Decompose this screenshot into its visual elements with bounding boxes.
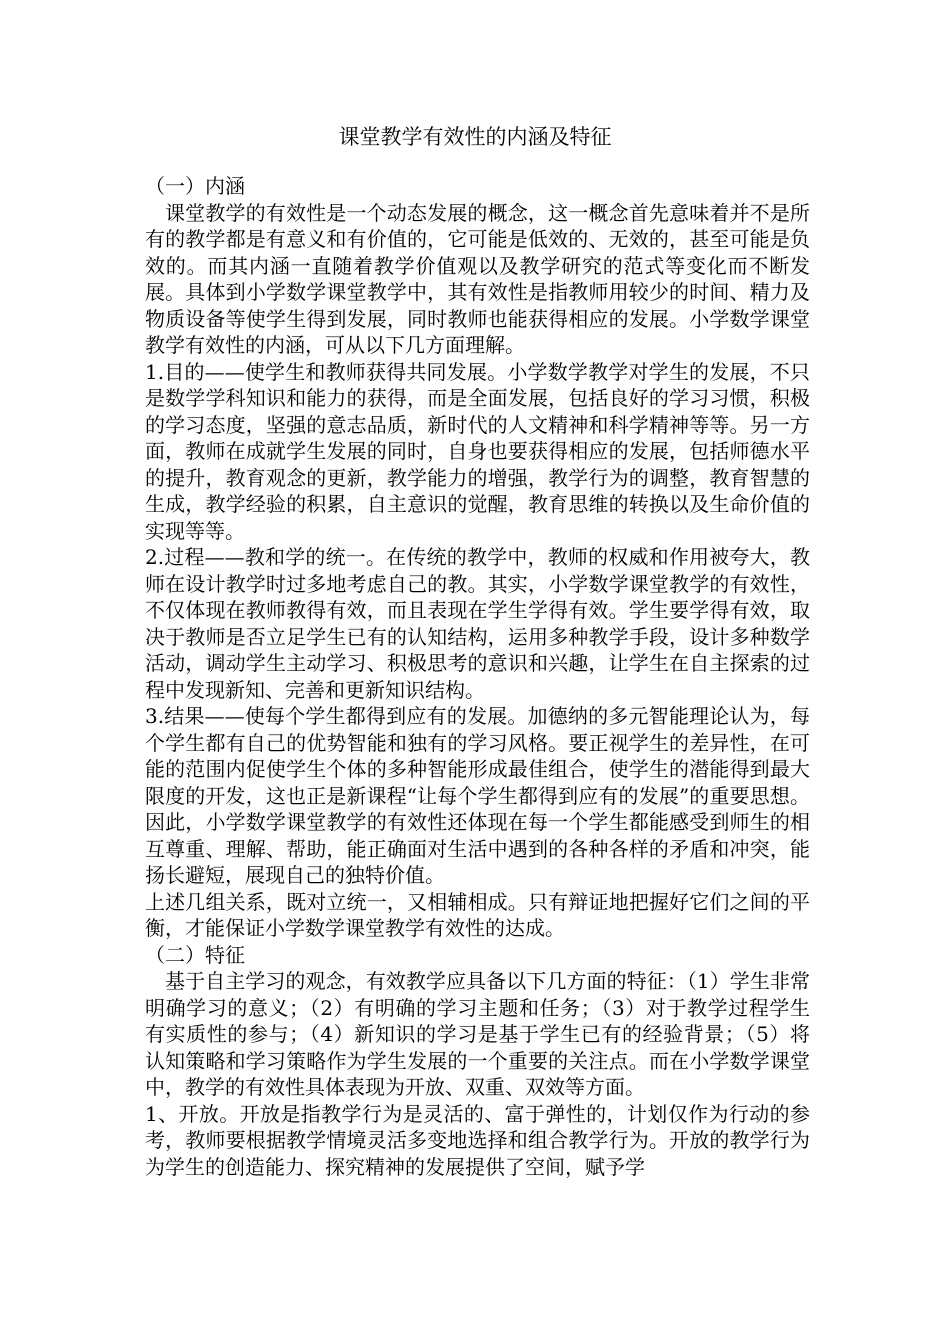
document-body [145,173,810,1180]
paragraph-intro: 课堂教学的有效性是一个动态发展的概念，这一概念首先意味着并不是所有的教学都是有意义和有价值的，它可能是低效的、无效的，甚至可能是负效的。而其内涵一直随着教学价值观以及教学研究的范式等变化而不断发展。具体到小学数学课堂教学中，其有效性是指教师用较少的时间、精力及物质设备等使学生得到发展，同时教师也能获得相应的发展。小学数学课堂教学有效性的内涵，可从以下几方面理解。 [145,200,810,357]
section-heading-features: （二）特征 [145,942,245,967]
section-heading-connotation: （一）内涵 [145,174,245,198]
paragraph-summary: 上述几组关系，既对立统一，又相辅相成。只有辩证地把握好它们之间的平衡，才能保证小学数学课堂教学有效性的达成。 [145,889,810,940]
paragraph-purpose: 1.目的——使学生和教师获得共同发展。小学数学教学对学生的发展，不只是数学学科知识和能力的获得，而是全面发展，包括良好的学习习惯，积极的学习态度，坚强的意志品质，新时代的人文精神和科学精神等等。另一方面，教师在成就学生发展的同时，自身也要获得相应的发展，包括师德水平的提升，教育观念的更新，教学能力的增强，教学行为的调整，教育智慧的生成，教学经验的积累，自主意识的觉醒，教育思维的转换以及生命价值的实现等等。 [145,359,810,543]
paragraph-process: 2.过程——教和学的统一。在传统的教学中，教师的权威和作用被夸大，教师在设计教学时过多地考虑自己的教。其实，小学数学课堂教学的有效性，不仅体现在教师教得有效，而且表现在学生学得有效。学生要学得有效，取决于教师是否立足学生已有的认知结构，运用多种教学手段，设计多种数学活动，调动学生主动学习、积极思考的意识和兴趣，让学生在自主探索的过程中发现新知、完善和更新知识结构。 [145,545,810,702]
paragraph-features: 基于自主学习的观念，有效教学应具备以下几方面的特征：（1）学生非常明确学习的意义；（2）有明确的学习主题和任务；（3）对于教学过程学生有实质性的参与；（4）新知识的学习是基于学生已有的经验背景；（5）将认知策略和学习策略作为学生发展的一个重要的关注点。而在小学数学课堂中，教学的有效性具体表现为开放、双重、双效等方面。 [145,969,810,1099]
paragraph-result: 3.结果——使每个学生都得到应有的发展。加德纳的多元智能理论认为，每个学生都有自己的优势智能和独有的学习风格。要正视学生的差异性，在可能的范围内促使学生个体的多种智能形成最佳组合，使学生的潜能得到最大限度的开发，这也正是新课程“让每个学生都得到应有的发展”的重要思想。因此，小学数学课堂教学的有效性还体现在每一个学生都能感受到师生的相互尊重、理解、帮助，能正确面对生活中遇到的各种各样的矛盾和冲突，能扬长避短，展现自己的独特价值。 [145,704,810,887]
paragraph-openness: 1、开放。开放是指教学行为是灵活的、富于弹性的，计划仅作为行动的参考，教师要根据教学情境灵活多变地选择和组合教学行为。开放的教学行为为学生的创造能力、探究精神的发展提供了空间，赋予学 [145,1101,810,1179]
document-title: 课堂教学有效性的内涵及特征 [338,125,612,149]
